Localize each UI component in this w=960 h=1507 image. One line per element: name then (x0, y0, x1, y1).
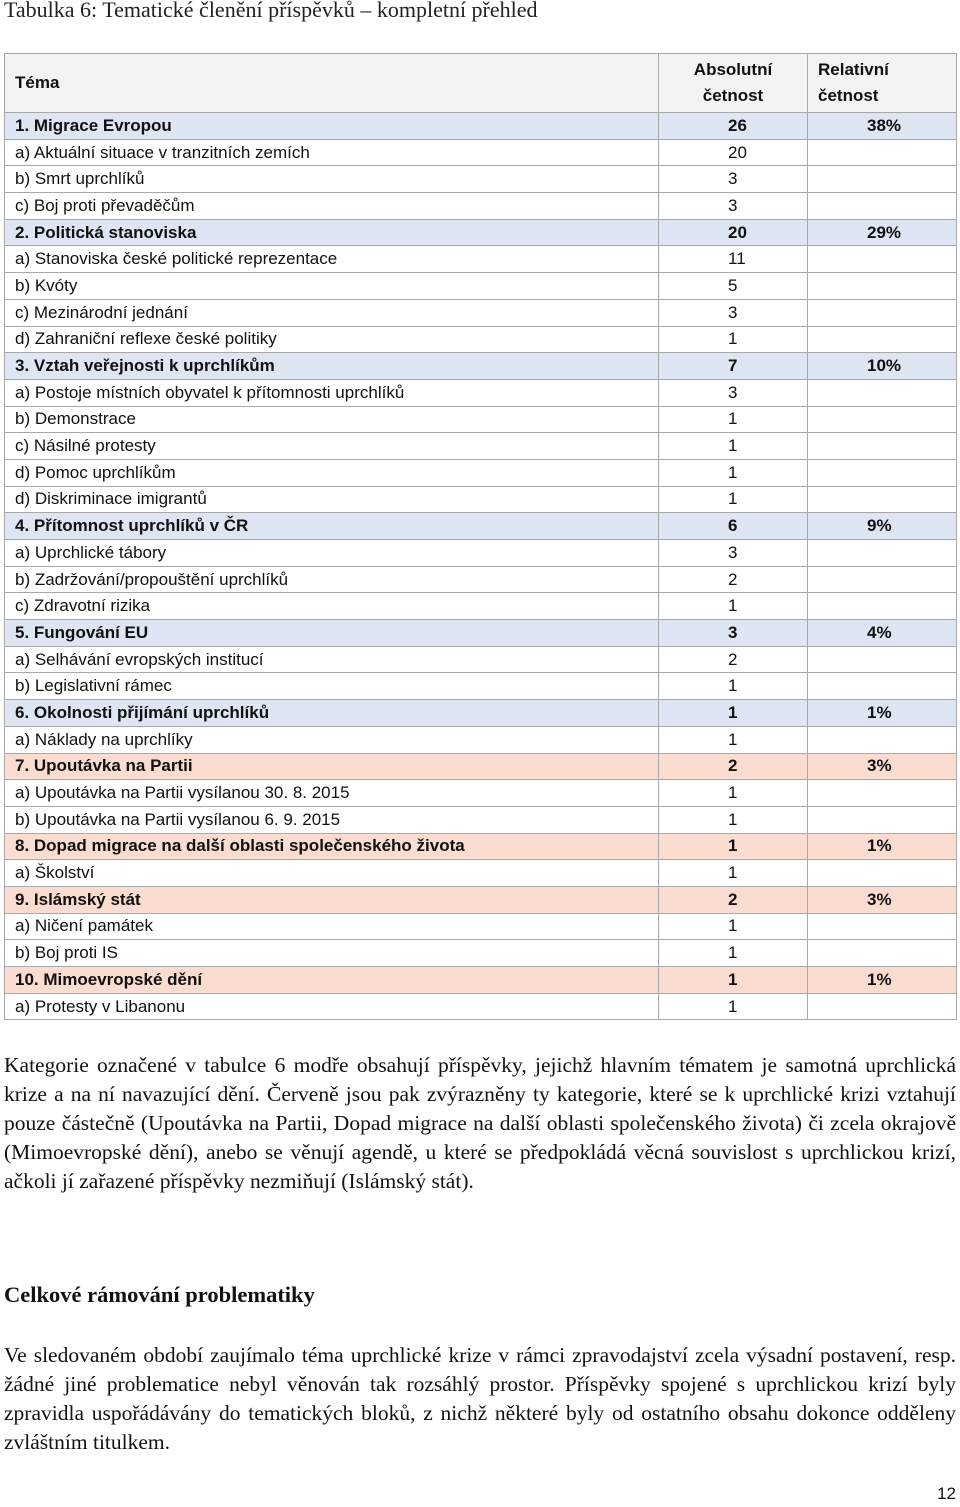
absolute-count-cell: 1 (659, 993, 808, 1020)
table-caption: Tabulka 6: Tematické členění příspěvků – kompletní přehled (4, 0, 538, 22)
absolute-count-cell: 3 (659, 166, 808, 193)
topic-cell: 8. Dopad migrace na další oblasti společenského života (5, 833, 659, 860)
category-row (5, 753, 957, 780)
topic-cell: a) Školství (5, 860, 659, 887)
absolute-count-cell: 2 (659, 753, 808, 780)
subcategory-row (5, 139, 957, 166)
table-header-row (5, 54, 957, 113)
relative-share-cell: 10% (808, 353, 957, 380)
topic-cell: a) Aktuální situace v tranzitních zemích (5, 139, 659, 166)
absolute-count-cell: 5 (659, 273, 808, 300)
absolute-count-cell: 1 (659, 326, 808, 353)
absolute-count-cell: 1 (659, 593, 808, 620)
subcategory-row (5, 406, 957, 433)
table-body (5, 113, 957, 1020)
subcategory-row (5, 673, 957, 700)
absolute-count-cell: 3 (659, 620, 808, 647)
topic-cell: b) Legislativní rámec (5, 673, 659, 700)
subcategory-row (5, 806, 957, 833)
category-row (5, 833, 957, 860)
topic-cell: 4. Přítomnost uprchlíků v ČR (5, 513, 659, 540)
absolute-count-cell: 2 (659, 566, 808, 593)
absolute-count-cell: 1 (659, 486, 808, 513)
absolute-count-cell: 1 (659, 860, 808, 887)
topic-cell: c) Mezinárodní jednání (5, 299, 659, 326)
relative-share-cell (808, 459, 957, 486)
section-heading: Celkové rámování problematiky (4, 1282, 315, 1307)
topic-cell: a) Protesty v Libanonu (5, 993, 659, 1020)
topic-cell: 3. Vztah veřejnosti k uprchlíkům (5, 353, 659, 380)
relative-share-cell: 1% (808, 833, 957, 860)
relative-share-cell (808, 139, 957, 166)
paragraph-framing: Ve sledovaném období zaujímalo téma uprchlické krize v rámci zpravodajství zcela výsadní postavení, resp. žádné jiné problematice nebyl věnován tak rozsáhlý prostor. Příspěvky spojené s uprchlickou krizí byly zpravidla uspořádávány do tematických bloků, z nichž některé byly od ostatního obsahu dokonce odděleny zvláštním titulkem. (4, 1343, 956, 1454)
relative-share-cell: 1% (808, 967, 957, 994)
header-relative (808, 54, 957, 113)
topic-cell: a) Ničení památek (5, 913, 659, 940)
category-row (5, 353, 957, 380)
absolute-count-cell: 2 (659, 646, 808, 673)
topic-cell: d) Pomoc uprchlíkům (5, 459, 659, 486)
topic-cell: c) Boj proti převaděčům (5, 193, 659, 220)
topic-cell: 9. Islámský stát (5, 886, 659, 913)
subcategory-row (5, 486, 957, 513)
relative-share-cell (808, 646, 957, 673)
relative-share-cell (808, 193, 957, 220)
absolute-count-cell: 1 (659, 726, 808, 753)
absolute-count-cell: 1 (659, 459, 808, 486)
subcategory-row (5, 646, 957, 673)
topic-cell: b) Smrt uprchlíků (5, 166, 659, 193)
topic-cell: a) Postoje místních obyvatel k přítomnosti uprchlíků (5, 379, 659, 406)
paragraph-legend: Kategorie označené v tabulce 6 modře obsahují příspěvky, jejichž hlavním tématem je samotná uprchlická krize a na ní navazující dění. Červeně jsou pak zvýrazněny ty kategorie, které se k uprchlické krizi vztahují pouze částečně (Upoutávka na Partii, Dopad migrace na další oblasti společenského života) či zcela okrajově (Mimoevropské dění), anebo se věnují agendě, u které se předpokládá věcná souvislost s uprchlickou krizí, ačkoli jí zařazené příspěvky nezmiňují (Islámský stát). (4, 1053, 956, 1193)
relative-share-cell: 29% (808, 219, 957, 246)
absolute-count-cell: 26 (659, 113, 808, 140)
absolute-count-cell: 7 (659, 353, 808, 380)
topic-cell: a) Selhávání evropských institucí (5, 646, 659, 673)
category-row (5, 113, 957, 140)
relative-share-cell (808, 993, 957, 1020)
topic-cell: 6. Okolnosti přijímání uprchlíků (5, 700, 659, 727)
topic-cell: 5. Fungování EU (5, 620, 659, 647)
subcategory-row (5, 433, 957, 460)
subcategory-row (5, 540, 957, 567)
subcategory-row (5, 193, 957, 220)
subcategory-row (5, 940, 957, 967)
absolute-count-cell: 20 (659, 139, 808, 166)
relative-share-cell (808, 780, 957, 807)
subcategory-row (5, 593, 957, 620)
absolute-count-cell: 3 (659, 379, 808, 406)
absolute-count-cell: 1 (659, 967, 808, 994)
absolute-count-cell: 1 (659, 806, 808, 833)
subcategory-row (5, 166, 957, 193)
subcategory-row (5, 913, 957, 940)
relative-share-cell (808, 913, 957, 940)
absolute-count-cell: 3 (659, 540, 808, 567)
relative-share-cell (808, 806, 957, 833)
relative-share-cell (808, 299, 957, 326)
relative-share-cell (808, 246, 957, 273)
subcategory-row (5, 246, 957, 273)
subcategory-row (5, 299, 957, 326)
topics-table (4, 53, 957, 1020)
topic-cell: b) Boj proti IS (5, 940, 659, 967)
topic-cell: b) Demonstrace (5, 406, 659, 433)
topic-cell: d) Zahraniční reflexe české politiky (5, 326, 659, 353)
topic-cell: 1. Migrace Evropou (5, 113, 659, 140)
relative-share-cell (808, 860, 957, 887)
category-row (5, 886, 957, 913)
subcategory-row (5, 459, 957, 486)
absolute-count-cell: 3 (659, 193, 808, 220)
topic-cell: 10. Mimoevropské dění (5, 967, 659, 994)
absolute-count-cell: 3 (659, 299, 808, 326)
absolute-count-cell: 1 (659, 433, 808, 460)
relative-share-cell (808, 379, 957, 406)
page-number: 12 (937, 1484, 956, 1503)
relative-share-cell (808, 273, 957, 300)
topic-cell: d) Diskriminace imigrantů (5, 486, 659, 513)
relative-share-cell: 38% (808, 113, 957, 140)
category-row (5, 620, 957, 647)
relative-share-cell (808, 593, 957, 620)
relative-share-cell (808, 433, 957, 460)
absolute-count-cell: 1 (659, 406, 808, 433)
relative-share-cell (808, 486, 957, 513)
absolute-count-cell: 2 (659, 886, 808, 913)
topic-cell: b) Kvóty (5, 273, 659, 300)
relative-share-cell (808, 406, 957, 433)
header-absolute-line2: četnost (702, 86, 764, 105)
header-absolute-line1: Absolutní (693, 60, 773, 79)
subcategory-row (5, 860, 957, 887)
subcategory-row (5, 566, 957, 593)
category-row (5, 700, 957, 727)
header-relative-line1: Relativní (818, 60, 889, 79)
topic-cell: a) Uprchlické tábory (5, 540, 659, 567)
header-topic: Téma (5, 54, 659, 113)
absolute-count-cell: 1 (659, 700, 808, 727)
topic-cell: c) Zdravotní rizika (5, 593, 659, 620)
topic-cell: b) Zadržování/propouštění uprchlíků (5, 566, 659, 593)
absolute-count-cell: 1 (659, 780, 808, 807)
subcategory-row (5, 326, 957, 353)
subcategory-row (5, 273, 957, 300)
subcategory-row (5, 780, 957, 807)
absolute-count-cell: 1 (659, 833, 808, 860)
topic-cell: b) Upoutávka na Partii vysílanou 6. 9. 2015 (5, 806, 659, 833)
topic-cell: c) Násilné protesty (5, 433, 659, 460)
relative-share-cell (808, 673, 957, 700)
category-row (5, 513, 957, 540)
header-absolute (659, 54, 808, 113)
relative-share-cell (808, 726, 957, 753)
relative-share-cell: 3% (808, 753, 957, 780)
relative-share-cell: 1% (808, 700, 957, 727)
relative-share-cell (808, 166, 957, 193)
relative-share-cell (808, 540, 957, 567)
topic-cell: a) Upoutávka na Partii vysílanou 30. 8. 2015 (5, 780, 659, 807)
category-row (5, 219, 957, 246)
absolute-count-cell: 6 (659, 513, 808, 540)
topic-cell: a) Stanoviska české politické reprezentace (5, 246, 659, 273)
subcategory-row (5, 379, 957, 406)
absolute-count-cell: 1 (659, 673, 808, 700)
subcategory-row (5, 993, 957, 1020)
absolute-count-cell: 20 (659, 219, 808, 246)
relative-share-cell: 3% (808, 886, 957, 913)
relative-share-cell (808, 566, 957, 593)
category-row (5, 967, 957, 994)
relative-share-cell (808, 326, 957, 353)
relative-share-cell (808, 940, 957, 967)
topic-cell: 2. Politická stanoviska (5, 219, 659, 246)
topic-cell: a) Náklady na uprchlíky (5, 726, 659, 753)
subcategory-row (5, 726, 957, 753)
topic-cell: 7. Upoutávka na Partii (5, 753, 659, 780)
absolute-count-cell: 11 (659, 246, 808, 273)
header-relative-line2: četnost (818, 86, 879, 105)
absolute-count-cell: 1 (659, 940, 808, 967)
relative-share-cell: 4% (808, 620, 957, 647)
absolute-count-cell: 1 (659, 913, 808, 940)
relative-share-cell: 9% (808, 513, 957, 540)
